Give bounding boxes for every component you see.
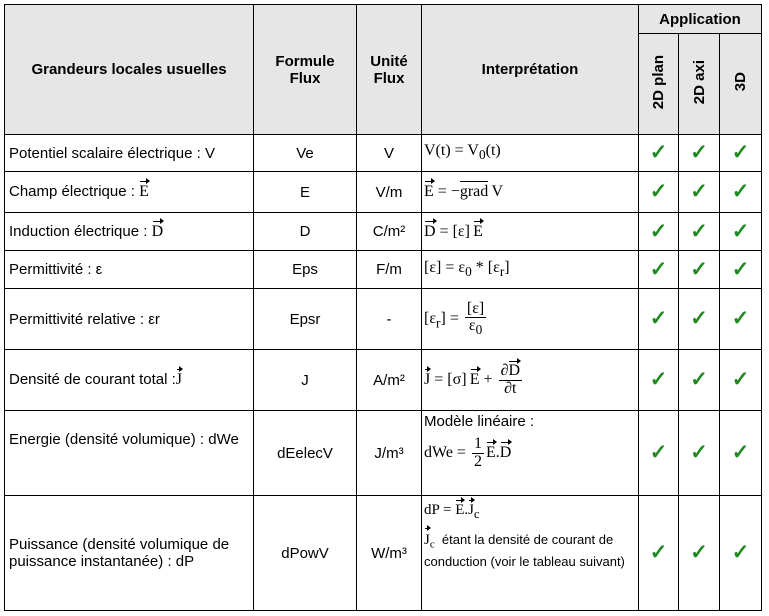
checkmark-icon: ✓ [690, 180, 708, 203]
checkmark-icon: ✓ [731, 141, 750, 164]
checkmark-icon: ✓ [649, 219, 668, 243]
check-2d-plan [639, 289, 679, 350]
check-3d [720, 135, 762, 172]
row-name: Permittivité relative : εr [5, 289, 254, 350]
check-3d [720, 213, 762, 251]
check-2d-plan [639, 411, 679, 496]
check-2d-plan [639, 496, 679, 611]
table-row [5, 411, 762, 496]
checkmark-icon: ✓ [690, 307, 708, 330]
check-2d-plan [639, 350, 679, 411]
checkmark-icon: ✓ [649, 368, 668, 391]
row-name: Puissance (densité volumique de puissance instantanée) : dP [5, 496, 254, 611]
table-row [5, 251, 762, 289]
row-interpretation: $[\varepsilon_r]$ = $\frac{[\varepsilon]}{\varepsilon_0}$ [422, 289, 639, 350]
checkmark-icon: ✓ [690, 141, 708, 164]
row-unit: J/m³ [357, 411, 422, 496]
checkmark-icon: ✓ [649, 441, 668, 464]
check-3d [720, 496, 762, 611]
checkmark-icon: ✓ [731, 257, 750, 281]
check-2d-plan [639, 135, 679, 172]
row-interpretation: $[\varepsilon] = \varepsilon_0 * [\varepsilon_r]$ [422, 251, 639, 289]
row-interpretation: D = [ε] E [422, 213, 639, 251]
checkmark-icon: ✓ [731, 307, 750, 330]
row-unit: F/m [357, 251, 422, 289]
check-2d-axi [679, 172, 720, 213]
check-2d-axi [679, 135, 720, 172]
row-name: Champ électrique : E [5, 172, 254, 213]
row-name: Densité de courant total :J [5, 350, 254, 411]
checkmark-icon: ✓ [690, 541, 708, 564]
row-name: Permittivité : ε [5, 251, 254, 289]
row-formula: Epsr [254, 289, 357, 350]
checkmark-icon: ✓ [690, 257, 708, 281]
checkmark-icon: ✓ [649, 541, 668, 564]
check-3d [720, 350, 762, 411]
check-2d-axi [679, 411, 720, 496]
check-2d-axi [679, 496, 720, 611]
row-formula: Ve [254, 135, 357, 172]
check-3d [720, 411, 762, 496]
header-3d: 3D [720, 34, 762, 135]
row-interpretation: E = −grad V [422, 172, 639, 213]
row-interpretation: $V(t) = V_0(t)$ [422, 135, 639, 172]
header-interpretation: Interprétation [422, 5, 639, 135]
header-application: Application [639, 5, 762, 34]
table-row [5, 350, 762, 411]
header-2d-axi: 2D axi [679, 34, 720, 135]
table-row [5, 135, 762, 172]
row-unit: V/m [357, 172, 422, 213]
header-grandeurs: Grandeurs locales usuelles [5, 5, 254, 135]
header-2d-plan: 2D plan [639, 34, 679, 135]
check-2d-plan [639, 213, 679, 251]
row-unit: C/m² [357, 213, 422, 251]
row-formula: D [254, 213, 357, 251]
table-row [5, 289, 762, 350]
checkmark-icon: ✓ [649, 307, 668, 330]
check-3d [720, 251, 762, 289]
row-formula: E [254, 172, 357, 213]
check-2d-plan [639, 172, 679, 213]
row-name: Energie (densité volumique) : dWe [5, 411, 254, 496]
row-formula: J [254, 350, 357, 411]
checkmark-icon: ✓ [649, 257, 668, 281]
check-2d-axi [679, 289, 720, 350]
checkmark-icon: ✓ [731, 180, 750, 203]
row-unit: V [357, 135, 422, 172]
modele-lineaire-label: Modèle linéaire : [424, 413, 535, 430]
row-name: Potentiel scalaire électrique : V [5, 135, 254, 172]
check-3d [720, 172, 762, 213]
row-formula: Eps [254, 251, 357, 289]
checkmark-icon: ✓ [649, 141, 668, 164]
row-formula: dPowV [254, 496, 357, 611]
row-name: Induction électrique : D [5, 213, 254, 251]
row-interpretation: J = [σ] E + $\frac{\partial D}{\partial t}$ [422, 350, 639, 411]
check-3d [720, 289, 762, 350]
check-2d-plan [639, 251, 679, 289]
table-row [5, 496, 762, 611]
checkmark-icon: ✓ [731, 219, 750, 243]
row-unit: W/m³ [357, 496, 422, 611]
row-formula: dEelecV [254, 411, 357, 496]
row-unit: - [357, 289, 422, 350]
checkmark-icon: ✓ [731, 368, 750, 391]
checkmark-icon: ✓ [731, 541, 750, 564]
row-interpretation: dP = $E.J_c$ $J_c$ étant la densité de courant de conduction (voir le tableau suivant) [422, 496, 639, 611]
table-row [5, 172, 762, 213]
row-unit: A/m² [357, 350, 422, 411]
header-unite: Unité Flux [357, 5, 422, 135]
quantities-table [4, 4, 762, 611]
check-2d-axi [679, 213, 720, 251]
checkmark-icon: ✓ [649, 180, 668, 203]
checkmark-icon: ✓ [731, 441, 750, 464]
checkmark-icon: ✓ [690, 219, 708, 243]
check-2d-axi [679, 350, 720, 411]
check-2d-axi [679, 251, 720, 289]
jc-description: étant la densité de courant de conduction (voir le tableau suivant) [424, 532, 625, 570]
row-interpretation: Modèle linéaire : dWe = $\frac{1}{2}$ E.D [422, 411, 639, 496]
checkmark-icon: ✓ [690, 368, 708, 391]
header-formule: Formule Flux [254, 5, 357, 135]
checkmark-icon: ✓ [690, 441, 708, 464]
table-row [5, 213, 762, 251]
